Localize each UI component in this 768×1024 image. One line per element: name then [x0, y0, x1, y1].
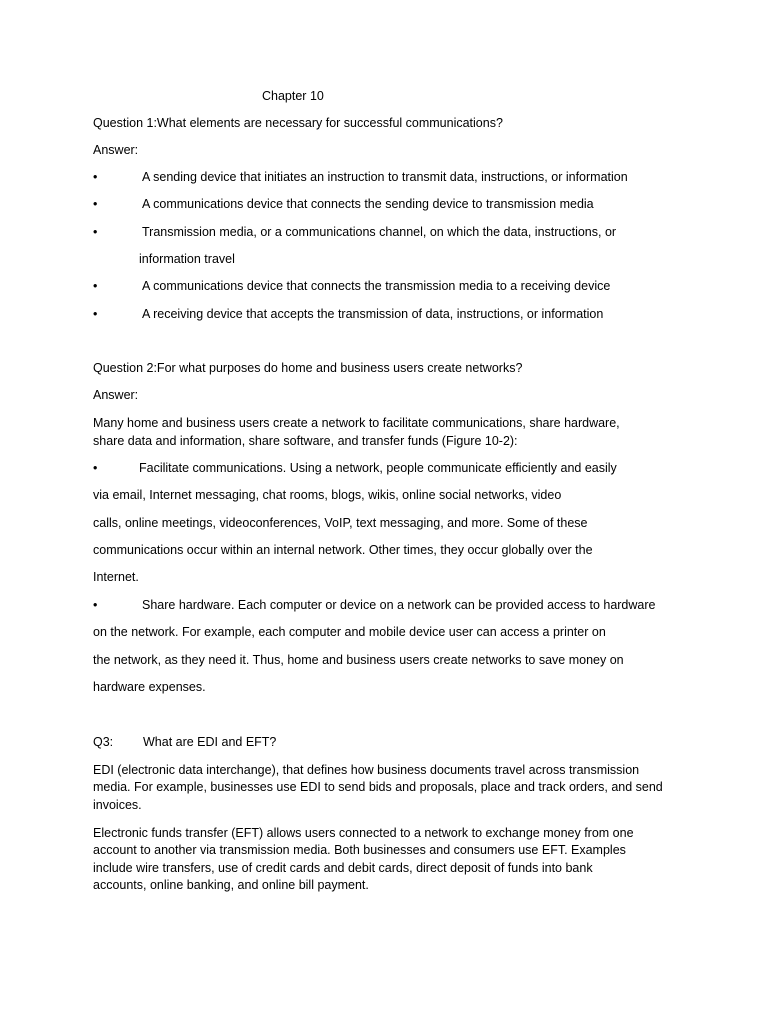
- bullet-marker: •: [93, 170, 98, 184]
- bullet-marker: •: [93, 307, 98, 321]
- q2-bullet-1: [93, 459, 617, 477]
- q3-question: What are EDI and EFT?: [143, 735, 277, 749]
- q2-intro-line-2: share data and information, share software, and transfer funds (Figure 10-2):: [93, 434, 518, 448]
- q2-bullet-2-text: Share hardware. Each computer or device on a network can be provided access to hardware: [142, 598, 656, 612]
- q2-bullet-2-line-4: hardware expenses.: [93, 680, 206, 694]
- q2-bullet-2-line-3: the network, as they need it. Thus, home and business users create networks to save money on: [93, 653, 624, 667]
- q1-bullet-4-text: A communications device that connects the transmission media to a receiving device: [142, 279, 611, 293]
- q3-para-1-line-3: invoices.: [93, 798, 142, 812]
- q3-para-2-line-2: account to another via transmission media. Both businesses and consumers use EFT. Examples: [93, 843, 626, 857]
- q3-para-1-line-2: media. For example, businesses use EDI to send bids and proposals, place and track orders, and send: [93, 780, 663, 794]
- bullet-marker: •: [93, 225, 98, 239]
- q2-intro-line-1: Many home and business users create a network to facilitate communications, share hardware,: [93, 416, 620, 430]
- bullet-marker: •: [93, 279, 98, 293]
- q3-para-2-line-1: Electronic funds transfer (EFT) allows users connected to a network to exchange money from one: [93, 826, 634, 840]
- q1-bullet-2: [93, 195, 594, 213]
- q2-bullet-1-line-4: communications occur within an internal network. Other times, they occur globally over the: [93, 543, 593, 557]
- q2-bullet-1-text: Facilitate communications. Using a network, people communicate efficiently and easily: [139, 461, 617, 475]
- bullet-marker: •: [93, 598, 98, 612]
- chapter-title: Chapter 10: [262, 89, 324, 103]
- q1-bullet-1: [93, 168, 628, 186]
- q2-answer-label: Answer:: [93, 388, 139, 402]
- q2-question: Question 2:For what purposes do home and business users create networks?: [93, 361, 523, 375]
- q1-bullet-3-continuation: information travel: [139, 252, 235, 266]
- q1-bullet-5-text: A receiving device that accepts the transmission of data, instructions, or information: [142, 307, 604, 321]
- q3-label: Q3:: [93, 735, 114, 749]
- q1-bullet-1-text: A sending device that initiates an instruction to transmit data, instructions, or information: [142, 170, 628, 184]
- q3-para-1-line-1: EDI (electronic data interchange), that defines how business documents travel across transmission: [93, 763, 640, 777]
- q1-question: Question 1:What elements are necessary for successful communications?: [93, 116, 503, 130]
- q1-bullet-2-text: A communications device that connects the sending device to transmission media: [142, 197, 594, 211]
- q1-bullet-3: [93, 223, 616, 241]
- q3-para-2-line-3: include wire transfers, use of credit cards and debit cards, direct deposit of funds into bank: [93, 861, 593, 875]
- q1-bullet-3-text: Transmission media, or a communications channel, on which the data, instructions, or: [142, 225, 617, 239]
- q2-bullet-1-line-2: via email, Internet messaging, chat rooms, blogs, wikis, online social networks, video: [93, 488, 562, 502]
- bullet-marker: •: [93, 197, 98, 211]
- bullet-marker: •: [93, 461, 98, 475]
- q2-bullet-2-line-2: on the network. For example, each computer and mobile device user can access a printer on: [93, 625, 606, 639]
- q2-bullet-1-line-5: Internet.: [93, 570, 139, 584]
- q3-para-2-line-4: accounts, online banking, and online bill payment.: [93, 878, 369, 892]
- q2-bullet-2: [93, 596, 655, 614]
- q1-answer-label: Answer:: [93, 143, 139, 157]
- q1-bullet-4: [93, 277, 610, 295]
- q1-bullet-5: [93, 305, 603, 323]
- q2-bullet-1-line-3: calls, online meetings, videoconferences, VoIP, text messaging, and more. Some of these: [93, 516, 588, 530]
